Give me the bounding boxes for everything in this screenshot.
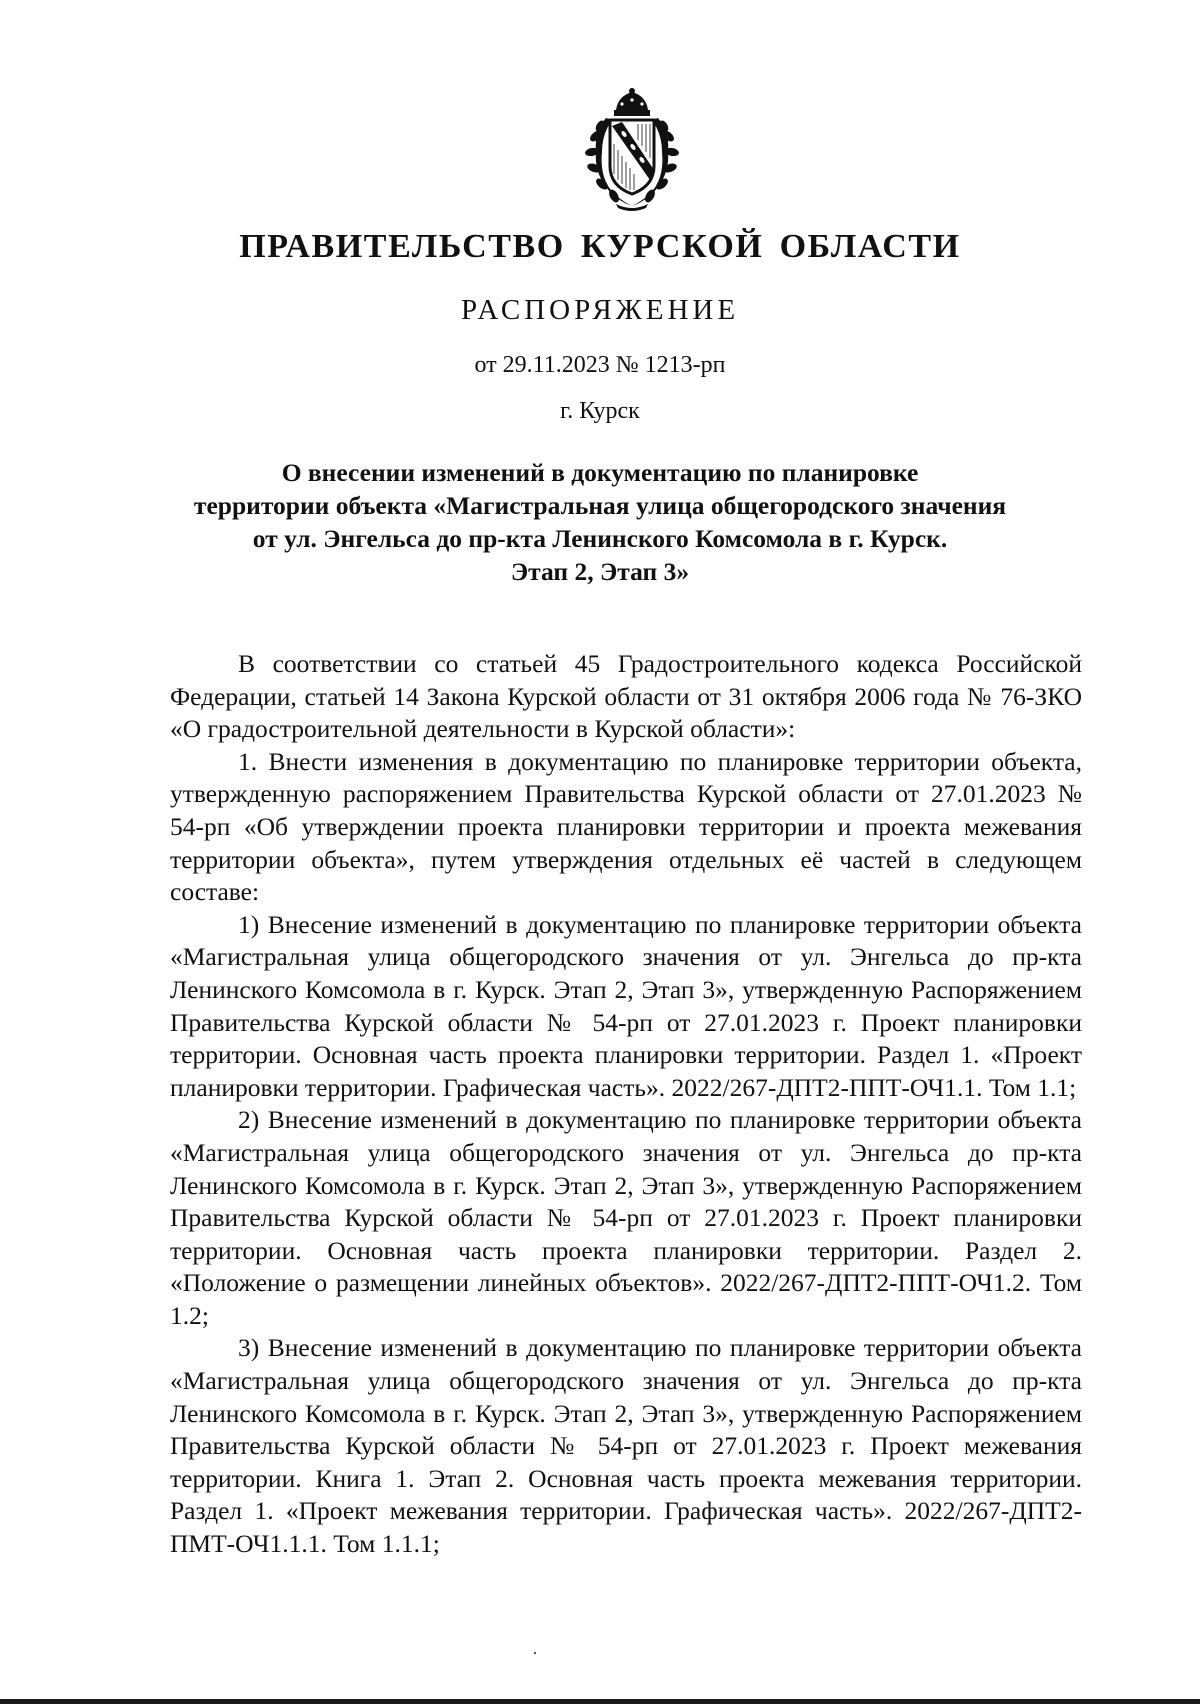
scan-bottom-border [0, 1699, 1200, 1704]
subject-line: Этап 2, Этап 3» [510, 557, 690, 586]
authority-title: ПРАВИТЕЛЬСТВО КУРСКОЙ ОБЛАСТИ [239, 228, 961, 265]
subitem-1-paragraph: 1) Внесение изменений в документацию по планировке территории объекта «Магистральная улица общегородского значения от ул. Энгельса до пр-кта Ленинского Комсомола в г. Курск. Этап 2, Этап 3», утвержденную Распоряжением Правительства Курской области № 54-рп от 27.01.2023 г. Проект планировки территории. Основная часть проекта планировки территории. Раздел 1. «Проект планировки территории. Графическая часть». 2022/267-ДПТ2-ППТ-ОЧ1.1. Том 1.1; [170, 909, 1082, 1102]
coat-of-arms-icon [576, 88, 688, 212]
subitem-3-paragraph: 3) Внесение изменений в документацию по планировке территории объекта «Магистральная улица общегородского значения от ул. Энгельса до пр-кта Ленинского Комсомола в г. Курск. Этап 2, Этап 3», утвержденную Распоряжением Правительства Курской области № 54-рп от 27.01.2023 г. Проект межевания территории. Книга 1. Этап 2. Основная часть проекта межевания территории. Раздел 1. «Проект межевания территории. Графическая часть». 2022/267-ДПТ2-ПМТ-ОЧ1.1.1. Том 1.1.1; [170, 1333, 1082, 1559]
preamble-paragraph: В соответствии со статьей 45 Градостроительного кодекса Российской Федерации, статьей 14 Закона Курской области от 31 октября 2006 года № 76-ЗКО «О градостроительной деятельности в Курской области»: [170, 649, 1082, 744]
subitem-2-paragraph: 2) Внесение изменений в документацию по планировке территории объекта «Магистральная улица общегородского значения от ул. Энгельса до пр-кта Ленинского Комсомола в г. Курск. Этап 2, Этап 3», утвержденную Распоряжением Правительства Курской области № 54-рп от 27.01.2023 г. Проект планировки территории. Основная часть проекта планировки территории. Раздел 2. «Положение о размещении линейных объектов». 2022/267-ДПТ2-ППТ-ОЧ1.2. Том 1.2; [170, 1105, 1082, 1330]
subject-line: территории объекта «Магистральная улица общегородского значения [193, 491, 1007, 520]
document-type: РАСПОРЯЖЕНИЕ [460, 294, 740, 326]
document-body [170, 648, 1082, 1561]
subject-line: О внесении изменений в документацию по планировке [281, 458, 919, 487]
document-date-number: от 29.11.2023 № 1213-рп [474, 352, 726, 378]
document-city: г. Курск [560, 398, 640, 424]
document-subject [150, 456, 1050, 588]
subject-line: от ул. Энгельса до пр-кта Ленинского Комсомола в г. Курск. [252, 524, 948, 553]
item-1-paragraph: 1. Внести изменения в документацию по планировке территории объекта, утвержденную распоряжением Правительства Курской области от 27.01.2023 № 54-рп «Об утверждении проекта планировки территории и проекта межевания территории объекта», путем утверждения отдельных её частей в следующем составе: [170, 746, 1082, 907]
scan-speck [534, 1652, 536, 1654]
